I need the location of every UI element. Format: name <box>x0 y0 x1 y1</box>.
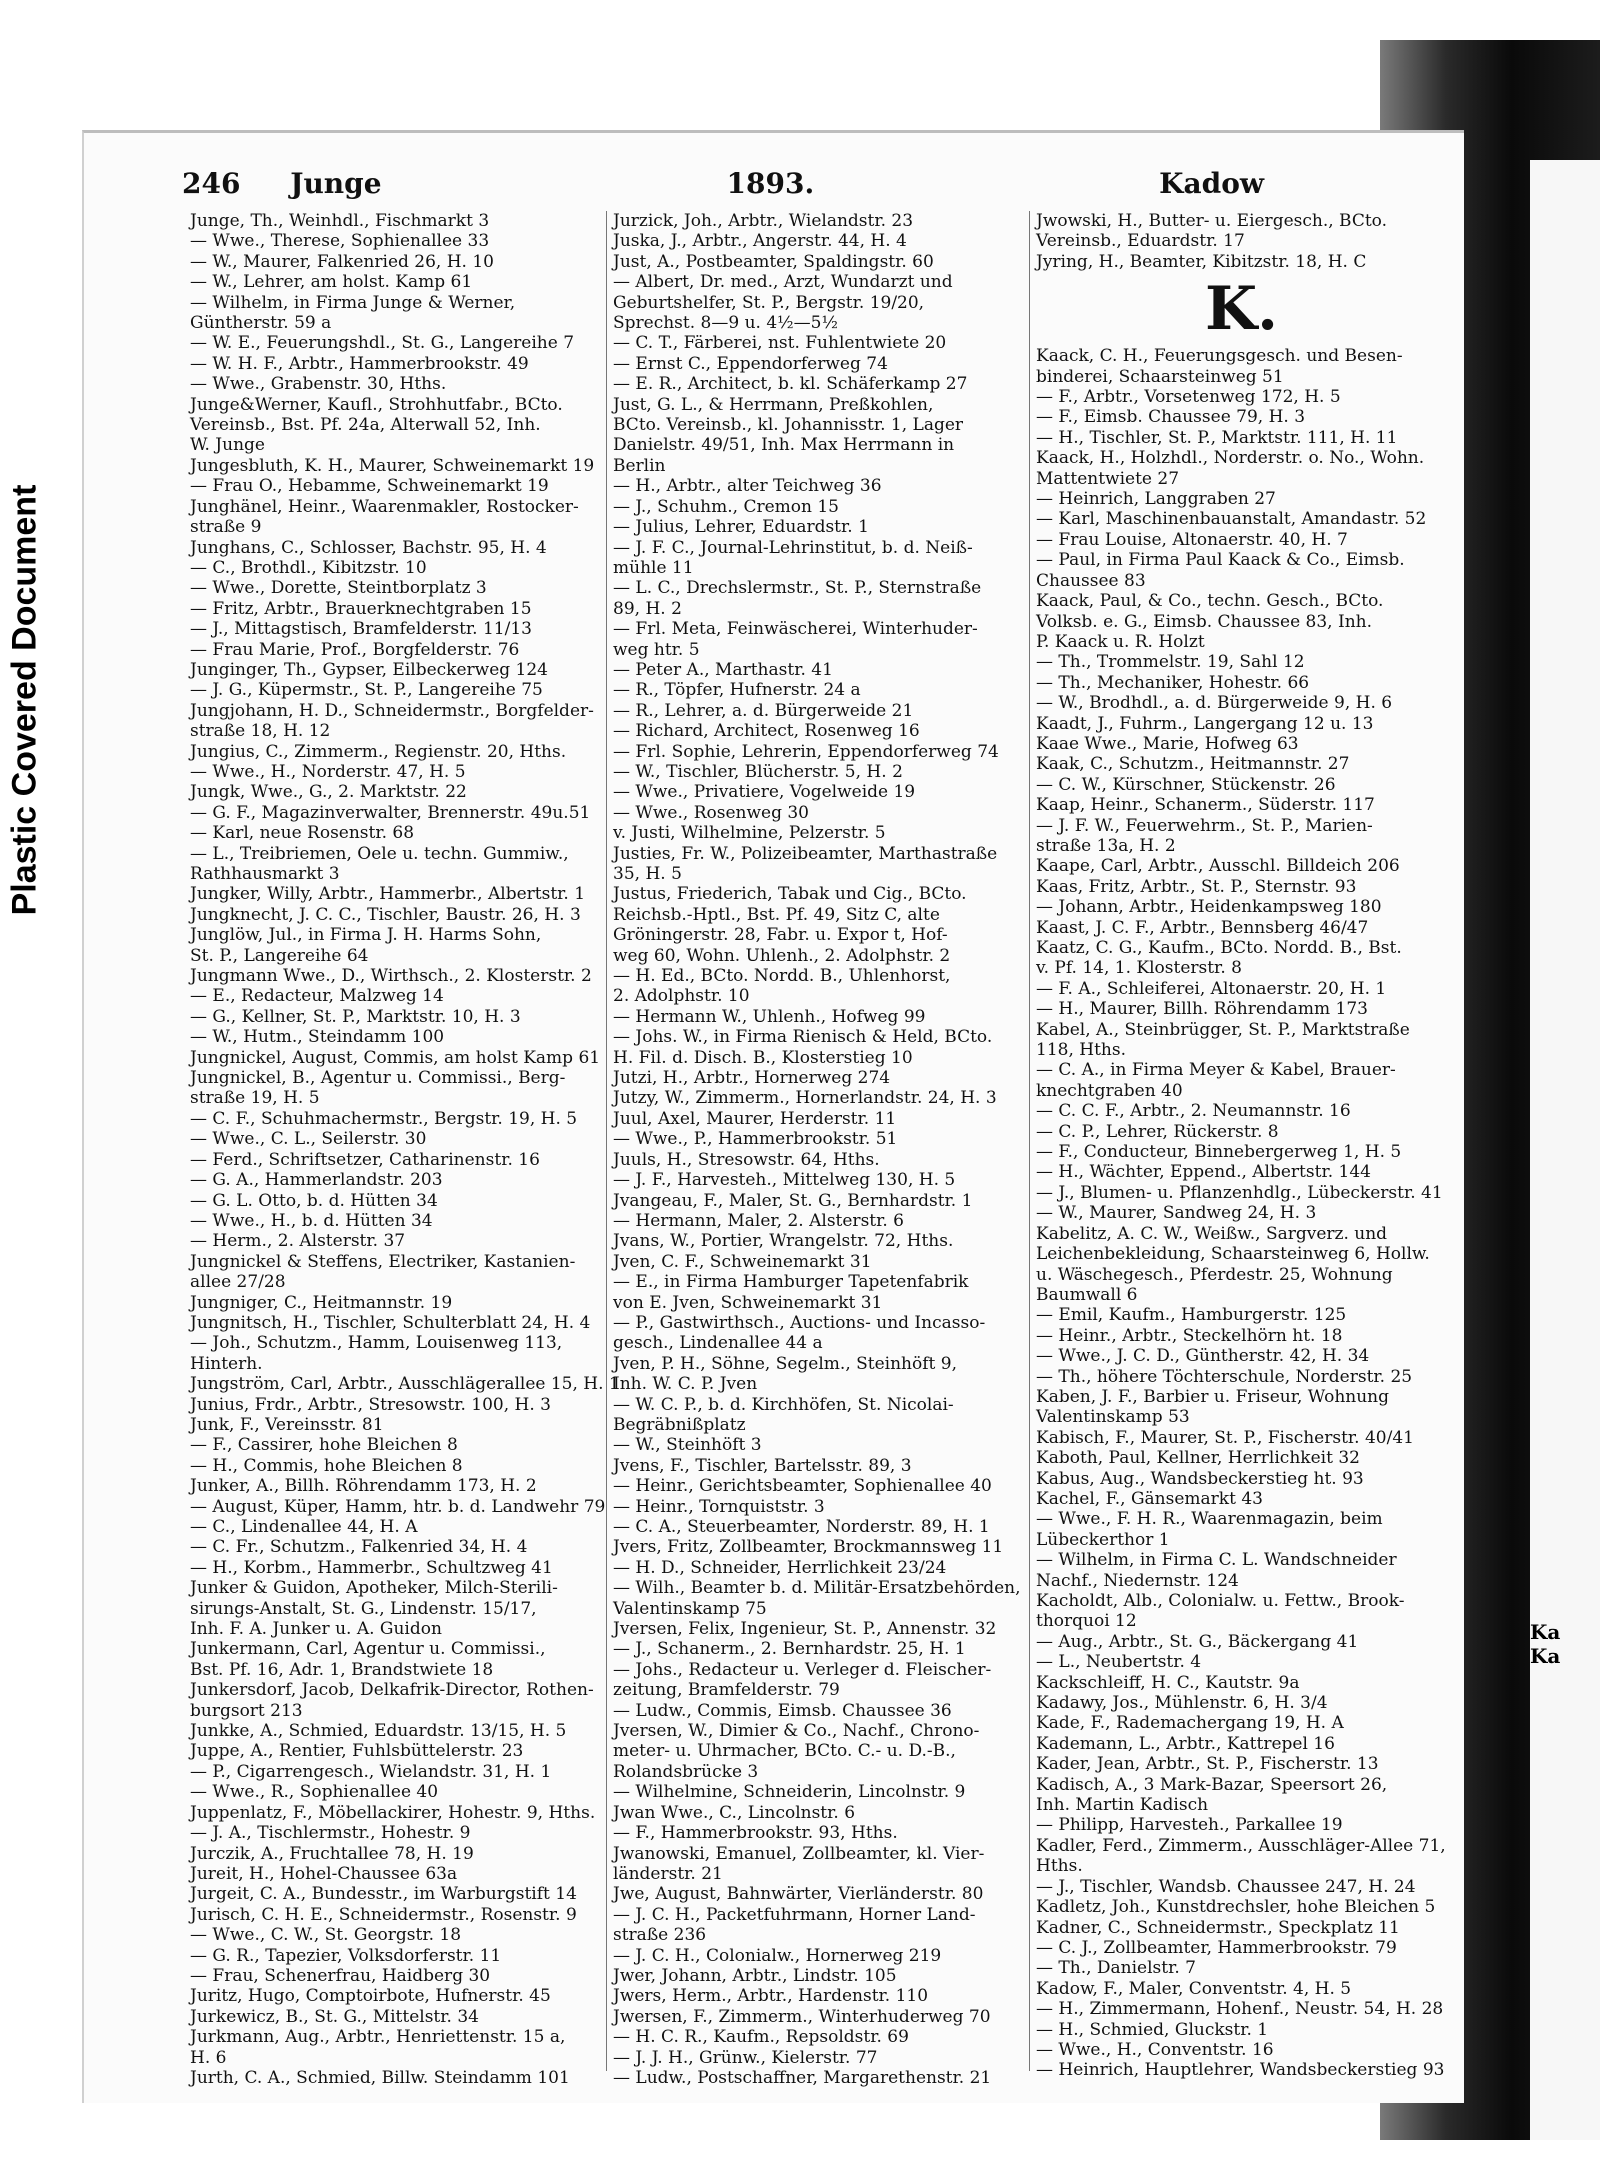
directory-entry-line: — H. Ed., BCto. Nordd. B., Uhlenhorst, <box>613 966 951 987</box>
directory-entry-line: Güntherstr. 59 a <box>190 313 332 334</box>
directory-entry-line: — Ernst C., Eppendorferweg 74 <box>613 353 888 374</box>
directory-entry-line: — J., Mittagstisch, Bramfelderstr. 11/13 <box>190 619 532 640</box>
directory-entry-line: Kabel, A., Steinbrügger, St. P., Marktstraße <box>1036 1019 1410 1040</box>
directory-entry-line: — L., Treibriemen, Oele u. techn. Gummiw., <box>190 843 569 864</box>
directory-entry-line: Jyring, H., Beamter, Kibitzstr. 18, H. C <box>1036 251 1367 272</box>
directory-entry-line: — Paul, in Firma Paul Kaack & Co., Eimsb. <box>1036 550 1405 571</box>
directory-entry-line: Kadler, Ferd., Zimmerm., Ausschläger-Allee 71, <box>1036 1835 1446 1856</box>
directory-entry-line: allee 27/28 <box>190 1272 286 1293</box>
directory-entry-line: Kaas, Fritz, Arbtr., St. P., Sternstr. 93 <box>1036 876 1357 897</box>
column-3 <box>1030 211 1453 2081</box>
directory-entry-line: — J. F., Harvesteh., Mittelweg 130, H. 5 <box>613 1170 956 1191</box>
directory-entry-line: Jvers, Fritz, Zollbeamter, Brockmannsweg 11 <box>613 1537 1004 1558</box>
directory-entry-line: Jureit, H., Hohel-Chaussee 63a <box>190 1863 458 1884</box>
directory-entry-line: Junghänel, Heinr., Waarenmakler, Rostocker- <box>190 496 579 517</box>
directory-entry-line: straße 9 <box>190 517 262 538</box>
directory-entry-line: — H., Tischler, St. P., Marktstr. 111, H. 11 <box>1036 427 1398 448</box>
directory-entry-line: straße 236 <box>613 1925 707 1946</box>
directory-entry-line: mühle 11 <box>613 557 694 578</box>
directory-entry-line: — Heinrich, Langgraben 27 <box>1036 489 1276 510</box>
directory-entry-line: Junkke, A., Schmied, Eduardstr. 13/15, H. 5 <box>190 1721 567 1742</box>
directory-entry-line: W. Junge <box>190 435 265 456</box>
directory-entry-line: Lübeckerthor 1 <box>1036 1529 1170 1550</box>
directory-entry-line: — C., Lindenallee 44, H. A <box>190 1517 418 1537</box>
directory-entry-line: Junginger, Th., Gypser, Eilbeckerweg 124 <box>190 659 548 680</box>
directory-entry-line: — G., Kellner, St. P., Marktstr. 10, H. 3 <box>190 1006 521 1027</box>
running-head <box>104 167 1444 207</box>
directory-entry-line: — Aug., Arbtr., St. G., Bäckergang 41 <box>1036 1631 1359 1652</box>
directory-entry-line: thorquoi 12 <box>1036 1611 1137 1632</box>
directory-entry-line: Jven, C. F., Schweinemarkt 31 <box>613 1251 872 1272</box>
directory-entry-line: — W., Lehrer, am holst. Kamp 61 <box>190 272 473 293</box>
directory-entry-line: — W., Maurer, Sandweg 24, H. 3 <box>1036 1203 1317 1224</box>
directory-entry-line: Kaap, Heinr., Schanerm., Süderstr. 117 <box>1036 795 1375 816</box>
directory-entry-line: — Frau Louise, Altonaerstr. 40, H. 7 <box>1036 529 1348 550</box>
directory-entry-line: — Heinr., Gerichtsbeamter, Sophienallee 40 <box>613 1476 992 1497</box>
directory-entry-line: Jungnickel & Steffens, Electriker, Kastanien- <box>190 1251 576 1272</box>
directory-entry-line: Jungknecht, J. C. C., Tischler, Baustr. 26, H. 3 <box>190 904 581 925</box>
directory-entry-line: — Hermann W., Uhlenh., Hofweg 99 <box>613 1006 926 1027</box>
directory-entry-line: gesch., Lindenallee 44 a <box>613 1333 823 1354</box>
directory-entry-line: — J. F. C., Journal-Lehrinstitut, b. d. Neiß- <box>613 537 973 558</box>
directory-entry-line: — Wilhelm, in Firma C. L. Wandschneider <box>1036 1550 1397 1571</box>
directory-entry-line: — G. L. Otto, b. d. Hütten 34 <box>190 1190 438 1211</box>
directory-entry-line: — W., Tischler, Blücherstr. 5, H. 2 <box>613 761 903 782</box>
directory-entry-line: Junker & Guidon, Apotheker, Milch-Sterili- <box>190 1578 558 1599</box>
directory-entry-line: Rathhausmarkt 3 <box>190 864 340 884</box>
directory-entry-line: Jversen, Felix, Ingenieur, St. P., Annenstr. 32 <box>613 1619 997 1640</box>
directory-entry-line: — W. C. P., b. d. Kirchhöfen, St. Nicolai- <box>613 1394 954 1415</box>
directory-entry-line: Leichenbekleidung, Schaarsteinweg 6, Hollw. <box>1036 1244 1430 1265</box>
directory-entry-line: Kaast, J. C. F., Arbtr., Bennsberg 46/47 <box>1036 917 1369 938</box>
directory-entry-line: — J. F. W., Feuerwehrm., St. P., Marien- <box>1036 815 1373 836</box>
directory-entry-line: Jwersen, F., Zimmerm., Winterhuderweg 70 <box>613 2006 991 2027</box>
directory-entry-line: — C. A., in Firma Meyer & Kabel, Brauer- <box>1036 1060 1396 1081</box>
directory-entry-line: — Johs. W., in Firma Rienisch & Held, BCto. <box>613 1027 993 1048</box>
directory-entry-line: Juritz, Hugo, Comptoirbote, Hufnerstr. 45 <box>190 1986 551 2007</box>
directory-entry-line: — W., Brodhdl., a. d. Bürgerweide 9, H. 6 <box>1036 693 1393 714</box>
directory-entry-line: — H. D., Schneider, Herrlichkeit 23/24 <box>613 1557 947 1578</box>
directory-entry-line: Just, G. L., & Herrmann, Preßkohlen, <box>613 394 934 415</box>
directory-entry-line: Jungnickel, August, Commis, am holst Kamp 61 <box>190 1047 601 1068</box>
directory-entry-line: Kadletz, Joh., Kunstdrechsler, hohe Bleichen 5 <box>1036 1897 1436 1918</box>
directory-entry-line: — Th., Danielstr. 7 <box>1036 1958 1196 1979</box>
directory-entry-line: Jvans, W., Portier, Wrangelstr. 72, Hths. <box>613 1231 954 1252</box>
directory-entry-line: Hths. <box>1036 1856 1083 1877</box>
directory-entry-line: — Karl, Maschinenbauanstalt, Amandastr. 52 <box>1036 509 1427 530</box>
directory-entry-line: Kachel, F., Gänsemarkt 43 <box>1036 1488 1263 1509</box>
directory-entry-line: 35, H. 5 <box>613 864 682 884</box>
directory-entry-line: — J., Schanerm., 2. Bernhardstr. 25, H. 1 <box>613 1639 966 1660</box>
directory-entry-line: — Hermann, Maler, 2. Alsterstr. 6 <box>613 1210 905 1231</box>
directory-entry-line: — E., Redacteur, Malzweg 14 <box>190 986 444 1007</box>
directory-entry-line: — Albert, Dr. med., Arzt, Wundarzt und <box>613 272 953 293</box>
column-1 <box>184 211 620 2088</box>
directory-entry-line: Berlin <box>613 455 666 476</box>
directory-entry-line: — F., Hammerbrookstr. 93, Hths. <box>613 1823 898 1844</box>
directory-entry-line: Kaack, Paul, & Co., techn. Gesch., BCto. <box>1036 591 1384 612</box>
directory-entry-line: Junge, Th., Weinhdl., Fischmarkt 3 <box>190 211 490 231</box>
directory-entry-line: — E. R., Architect, b. kl. Schäferkamp 27 <box>613 374 968 395</box>
directory-entry-line: Just, A., Postbeamter, Spaldingstr. 60 <box>613 251 934 272</box>
directory-entry-line: sirungs-Anstalt, St. G., Lindenstr. 15/17, <box>190 1598 537 1619</box>
directory-entry-line: Jurzick, Joh., Arbtr., Wielandstr. 23 <box>613 211 914 231</box>
directory-entry-line: von E. Jven, Schweinemarkt 31 <box>613 1292 883 1313</box>
page-number: 246 <box>182 167 241 200</box>
directory-entry-line: — H. C. R., Kaufm., Repsoldstr. 69 <box>613 2027 909 2048</box>
directory-entry-line: — H., Korbm., Hammerbr., Schultzweg 41 <box>190 1557 553 1578</box>
directory-entry-line: — Heinrich, Hauptlehrer, Wandsbeckerstieg 93 <box>1036 2060 1445 2081</box>
directory-entry-line: Junk, F., Vereinsstr. 81 <box>190 1414 384 1435</box>
directory-entry-line: — G. R., Tapezier, Volksdorferstr. 11 <box>190 1945 502 1966</box>
directory-entry-line: Kadner, C., Schneidermstr., Speckplatz 11 <box>1036 1917 1400 1938</box>
directory-entry-line: — L., Neubertstr. 4 <box>1036 1652 1202 1673</box>
directory-entry-line: Kaben, J. F., Barbier u. Friseur, Wohnung <box>1036 1386 1390 1407</box>
directory-entry-line: Jurczik, A., Fruchtallee 78, H. 19 <box>190 1843 474 1864</box>
directory-entry-line: — G. A., Hammerlandstr. 203 <box>190 1170 443 1191</box>
directory-entry-line: — H., Wächter, Eppend., Albertstr. 144 <box>1036 1162 1371 1183</box>
directory-entry-line: — R., Töpfer, Hufnerstr. 24 a <box>613 680 861 701</box>
directory-entry-line: — W. E., Feuerungshdl., St. G., Langereihe 7 <box>190 333 575 354</box>
directory-entry-line: Jversen, W., Dimier & Co., Nachf., Chrono- <box>613 1721 980 1742</box>
directory-entry-line: 2. Adolphstr. 10 <box>613 986 750 1007</box>
directory-entry-line: Justies, Fr. W., Polizeibeamter, Marthastraße <box>613 843 998 864</box>
directory-entry-line: Begräbnißplatz <box>613 1414 746 1435</box>
directory-entry-line: Jurkmann, Aug., Arbtr., Henriettenstr. 15 a, <box>190 2027 566 2048</box>
section-letter-k: K. <box>1204 274 1279 345</box>
directory-entry-line: — W., Hutm., Steindamm 100 <box>190 1027 445 1048</box>
directory-entry-line: St. P., Langereihe 64 <box>190 945 369 966</box>
directory-entry-line: länderstr. 21 <box>613 1863 723 1884</box>
directory-entry-line: Jungström, Carl, Arbtr., Ausschlägerallee 15, H. 1 <box>190 1374 620 1395</box>
directory-entry-line: Volksb. e. G., Eimsb. Chaussee 83, Inh. <box>1036 611 1373 632</box>
directory-entry-line: — J. A., Tischlermstr., Hohestr. 9 <box>190 1823 471 1844</box>
directory-entry-line: Jwer, Johann, Arbtr., Lindstr. 105 <box>613 1965 897 1986</box>
directory-entry-line: Danielstr. 49/51, Inh. Max Herrmann in <box>613 435 955 456</box>
directory-entry-line: — Wilhelmine, Schneiderin, Lincolnstr. 9 <box>613 1782 966 1803</box>
directory-entry-line: — Wwe., Therese, Sophienallee 33 <box>190 231 490 252</box>
directory-entry-line: Jutzi, H., Arbtr., Hornerweg 274 <box>613 1068 891 1089</box>
directory-entry-line: Jungnickel, B., Agentur u. Commissi., Berg- <box>190 1068 566 1089</box>
directory-entry-line: Rolandsbrücke 3 <box>613 1761 759 1782</box>
directory-entry-line: Jvens, F., Tischler, Bartelsstr. 89, 3 <box>613 1455 912 1476</box>
directory-entry-line: — Wwe., C. L., Seilerstr. 30 <box>190 1129 427 1150</box>
directory-entry-line: Vereinsb., Eduardstr. 17 <box>1036 231 1245 252</box>
directory-entry-line: Juska, J., Arbtr., Angerstr. 44, H. 4 <box>613 231 907 252</box>
directory-entry-line: Kader, Jean, Arbtr., St. P., Fischerstr. 13 <box>1036 1754 1379 1775</box>
directory-entry-line: weg 60, Wohn. Uhlenh., 2. Adolphstr. 2 <box>613 945 951 966</box>
directory-entry-line: — Johs., Redacteur u. Verleger d. Fleischer- <box>613 1659 992 1680</box>
directory-entry-line: Junglöw, Jul., in Firma J. H. Harms Sohn, <box>190 925 542 946</box>
directory-entry-line: BCto. Vereinsb., kl. Johannisstr. 1, Lager <box>613 415 964 436</box>
directory-entry-line: Jwe, August, Bahnwärter, Vierländerstr. 80 <box>613 1884 984 1905</box>
directory-entry-line: — C. F., Schuhmachermstr., Bergstr. 19, H. 5 <box>190 1108 578 1129</box>
directory-entry-line: binderei, Schaarsteinweg 51 <box>1036 366 1284 387</box>
directory-entry-line: Jungesbluth, K. H., Maurer, Schweinemarkt 19 <box>190 455 595 476</box>
directory-entry-line: Kademann, L., Arbtr., Kattrepel 16 <box>1036 1733 1335 1754</box>
directory-entry-line: Hinterh. <box>190 1353 263 1374</box>
head-left-word: Junge <box>290 167 382 200</box>
directory-entry-line: — Frl. Meta, Feinwäscherei, Winterhuder- <box>613 619 978 640</box>
directory-entry-line: Kabelitz, A. C. W., Weißw., Sargverz. und <box>1036 1223 1388 1244</box>
directory-entry-line: — R., Lehrer, a. d. Bürgerweide 21 <box>613 700 914 721</box>
directory-entry-line: Jungker, Willy, Arbtr., Hammerbr., Albertstr. 1 <box>190 884 586 905</box>
directory-entry-line: Juul, Axel, Maurer, Herderstr. 11 <box>613 1108 897 1129</box>
directory-entry-line: — Wwe., J. C. D., Güntherstr. 42, H. 34 <box>1036 1346 1370 1367</box>
directory-entry-line: Kaboth, Paul, Kellner, Herrlichkeit 32 <box>1036 1448 1360 1469</box>
directory-entry-line: — Th., Trommelstr. 19, Sahl 12 <box>1036 652 1305 673</box>
directory-entry-line: Valentinskamp 75 <box>613 1598 767 1619</box>
directory-entry-line: — Wwe., Privatiere, Vogelweide 19 <box>613 782 916 803</box>
directory-entry-line: — C. J., Zollbeamter, Hammerbrookstr. 79 <box>1036 1937 1397 1958</box>
directory-entry-line: Jwan Wwe., C., Lincolnstr. 6 <box>613 1802 856 1823</box>
next-page-edge-text: Ka Ka <box>1530 1620 1561 1668</box>
directory-entry-line: — W., Steinhöft 3 <box>613 1435 762 1456</box>
directory-entry-line: — Frl. Sophie, Lehrerin, Eppendorferweg 74 <box>613 741 999 762</box>
directory-entry-line: — C. Fr., Schutzm., Falkenried 34, H. 4 <box>190 1537 528 1558</box>
directory-entry-line: — C. W., Kürschner, Stückenstr. 26 <box>1036 774 1336 795</box>
column-2 <box>607 211 1030 2088</box>
directory-entry-line: — H., Schmied, Gluckstr. 1 <box>1036 2019 1269 2040</box>
directory-entry-line: Inh. W. C. P. Jven <box>613 1374 758 1395</box>
directory-entry-line: knechtgraben 40 <box>1036 1080 1183 1101</box>
directory-entry-line: — J., Blumen- u. Pflanzenhdlg., Lübeckerstr. 41 <box>1036 1182 1443 1203</box>
directory-entry-line: — J. J. H., Grünw., Kielerstr. 77 <box>613 2047 878 2068</box>
directory-entry-line: straße 18, H. 12 <box>190 721 331 742</box>
directory-entry-line: zeitung, Bramfelderstr. 79 <box>613 1680 840 1701</box>
directory-entry-line: — C. P., Lehrer, Rückerstr. 8 <box>1036 1121 1279 1142</box>
directory-entry-line: Junker, A., Billh. Röhrendamm 173, H. 2 <box>190 1476 537 1497</box>
directory-entry-line: Kadisch, A., 3 Mark-Bazar, Speersort 26, <box>1036 1774 1388 1795</box>
directory-entry-line: — Emil, Kaufm., Hamburgerstr. 125 <box>1036 1305 1347 1326</box>
directory-entry-line: Junkermann, Carl, Agentur u. Commissi., <box>190 1639 546 1660</box>
directory-entry-line: Chaussee 83 <box>1036 570 1146 591</box>
directory-entry-line: Junius, Frdr., Arbtr., Stresowstr. 100, H. 3 <box>190 1394 551 1415</box>
directory-entry-line: Inh. Martin Kadisch <box>1036 1795 1209 1816</box>
directory-entry-line: — Richard, Architect, Rosenweg 16 <box>613 721 920 742</box>
directory-entry-line: Jungnitsch, H., Tischler, Schulterblatt 24, H. 4 <box>190 1312 591 1333</box>
directory-entry-line: H. 6 <box>190 2047 227 2068</box>
directory-entry-line: — W., Maurer, Falkenried 26, H. 10 <box>190 251 494 272</box>
directory-entry-line: — Th., höhere Töchterschule, Norderstr. 25 <box>1036 1366 1413 1387</box>
directory-entry-line: — J., Schuhm., Cremon 15 <box>613 496 839 517</box>
directory-entry-line: v. Justi, Wilhelmine, Pelzerstr. 5 <box>613 823 886 844</box>
head-right-word: Kadow <box>1159 167 1264 200</box>
directory-entry-line: — J. C. H., Colonialw., Hornerweg 219 <box>613 1945 942 1966</box>
directory-entry-line: Jungmann Wwe., D., Wirthsch., 2. Klosterstr. 2 <box>190 966 592 987</box>
directory-entry-line: Jwowski, H., Butter- u. Eiergesch., BCto. <box>1036 211 1388 231</box>
directory-entry-line: — C. A., Steuerbeamter, Norderstr. 89, H. 1 <box>613 1517 990 1537</box>
directory-entry-line: — Wwe., R., Sophienallee 40 <box>190 1782 439 1803</box>
next-page-edge <box>1530 160 1600 2140</box>
directory-entry-line: — F. A., Schleiferei, Altonaerstr. 20, H. 1 <box>1036 978 1387 999</box>
directory-page <box>82 130 1464 2103</box>
directory-entry-line: — Wwe., H., Norderstr. 47, H. 5 <box>190 761 466 782</box>
directory-entry-line: — F., Cassirer, hohe Bleichen 8 <box>190 1435 458 1456</box>
directory-entry-line: Jven, P. H., Söhne, Segelm., Steinhöft 9, <box>613 1353 957 1374</box>
directory-entry-line: Kaae Wwe., Marie, Hofweg 63 <box>1036 733 1299 754</box>
side-label-panel <box>0 0 50 2177</box>
directory-entry-line: straße 19, H. 5 <box>190 1088 320 1109</box>
directory-entry-line: Jurth, C. A., Schmied, Billw. Steindamm 101 <box>190 2067 570 2088</box>
directory-entry-line: — Heinr., Tornquiststr. 3 <box>613 1496 825 1517</box>
directory-entry-line: Geburtshelfer, St. P., Bergstr. 19/20, <box>613 292 925 313</box>
directory-entry-line: Kackschleiff, H. C., Kautstr. 9a <box>1036 1672 1300 1693</box>
directory-entry-line: Inh. F. A. Junker u. A. Guidon <box>190 1619 442 1640</box>
directory-entry-line: Junghans, C., Schlosser, Bachstr. 95, H. 4 <box>190 537 547 558</box>
directory-entry-line: u. Wäschegesch., Pferdestr. 25, Wohnung <box>1036 1264 1393 1285</box>
directory-entry-line: Jwanowski, Emanuel, Zollbeamter, kl. Vier- <box>613 1843 985 1864</box>
directory-entry-line: straße 13a, H. 2 <box>1036 835 1176 856</box>
directory-entry-line: — C. T., Färberei, nst. Fuhlentwiete 20 <box>613 333 947 354</box>
directory-entry-line: Kaape, Carl, Arbtr., Ausschl. Billdeich 206 <box>1036 856 1400 877</box>
directory-entry-line: H. Fil. d. Disch. B., Klosterstieg 10 <box>613 1047 913 1068</box>
directory-entry-line: Nachf., Niedernstr. 124 <box>1036 1570 1239 1591</box>
directory-entry-line: Vereinsb., Bst. Pf. 24a, Alterwall 52, Inh. <box>190 415 541 436</box>
directory-entry-line: Jutzy, W., Zimmerm., Hornerlandstr. 24, H. 3 <box>613 1088 997 1109</box>
directory-entry-line: Sprechst. 8—9 u. 4½—5½ <box>613 313 838 334</box>
directory-entry-line: — Heinr., Arbtr., Steckelhörn ht. 18 <box>1036 1325 1343 1346</box>
directory-entry-line: Kaack, H., Holzhdl., Norderstr. o. No., Wohn. <box>1036 448 1425 469</box>
directory-entry-line: Justus, Friederich, Tabak und Cig., BCto. <box>613 884 967 905</box>
directory-entry-line: — Karl, neue Rosenstr. 68 <box>190 823 415 844</box>
directory-entry-line: v. Pf. 14, 1. Klosterstr. 8 <box>1036 958 1242 979</box>
directory-entry-line: — Fritz, Arbtr., Brauerknechtgraben 15 <box>190 598 532 619</box>
directory-entry-line: 118, Hths. <box>1036 1040 1126 1061</box>
directory-entry-line: — W. H. F., Arbtr., Hammerbrookstr. 49 <box>190 353 529 374</box>
directory-entry-line: — Johann, Arbtr., Heidenkampsweg 180 <box>1036 897 1382 918</box>
directory-entry-line: — Wwe., P., Hammerbrookstr. 51 <box>613 1129 898 1150</box>
directory-entry-line: — Ludw., Postschaffner, Margarethenstr. 21 <box>613 2067 992 2088</box>
directory-entry-line: — Wwe., Grabenstr. 30, Hths. <box>190 374 447 395</box>
directory-entry-line: — C. C. F., Arbtr., 2. Neumannstr. 16 <box>1036 1101 1351 1122</box>
directory-entry-line: P. Kaack u. R. Holzt <box>1036 631 1205 652</box>
directory-entry-line: Jungjohann, H. D., Schneidermstr., Borgfelder- <box>190 700 594 721</box>
directory-entry-line: Juuls, H., Stresowstr. 64, Hths. <box>613 1149 880 1170</box>
directory-entry-line: meter- u. Uhrmacher, BCto. C.- u. D.-B., <box>613 1741 956 1762</box>
directory-entry-line: — J., Tischler, Wandsb. Chaussee 247, H. 24 <box>1036 1876 1416 1897</box>
directory-entry-line: — Wwe., F. H. R., Waarenmagazin, beim <box>1036 1509 1383 1530</box>
directory-entry-line: Juppenlatz, F., Möbellackirer, Hohestr. 9, Hths. <box>190 1802 596 1823</box>
directory-entry-line: Kabisch, F., Maurer, St. P., Fischerstr. 40/41 <box>1036 1427 1414 1448</box>
directory-entry-line: — H., Maurer, Billh. Röhrendamm 173 <box>1036 999 1368 1020</box>
directory-entry-line: Bst. Pf. 16, Adr. 1, Brandstwiete 18 <box>190 1659 494 1680</box>
directory-entry-line: 89, H. 2 <box>613 598 682 619</box>
directory-entry-line: — H., Commis, hohe Bleichen 8 <box>190 1455 463 1476</box>
directory-entry-line: Jungniger, C., Heitmannstr. 19 <box>190 1292 453 1313</box>
directory-entry-line: — Wwe., H., b. d. Hütten 34 <box>190 1210 433 1231</box>
directory-entry-line: — Frau, Schenerfrau, Haidberg 30 <box>190 1965 491 1986</box>
directory-entry-line: — Peter A., Marthastr. 41 <box>613 659 833 680</box>
directory-entry-line: — Wwe., C. W., St. Georgstr. 18 <box>190 1925 462 1946</box>
directory-entry-line: — Th., Mechaniker, Hohestr. 66 <box>1036 672 1310 693</box>
directory-entry-line: Jwers, Herm., Arbtr., Hardenstr. 110 <box>613 1986 929 2007</box>
directory-entry-line: Juppe, A., Rentier, Fuhlsbüttelerstr. 23 <box>190 1741 524 1762</box>
directory-entry-line: — H., Arbtr., alter Teichweg 36 <box>613 476 882 497</box>
directory-entry-line: — G. F., Magazinverwalter, Brennerstr. 49u.51 <box>190 802 591 823</box>
entry-columns <box>184 211 1454 2088</box>
directory-entry-line: Reichsb.-Hptl., Bst. Pf. 49, Sitz C, alte <box>613 904 940 925</box>
directory-entry-line: Jungk, Wwe., G., 2. Marktstr. 22 <box>190 782 467 803</box>
directory-entry-line: Kadow, F., Maler, Conventstr. 4, H. 5 <box>1036 1978 1352 1999</box>
directory-entry-line: — F., Conducteur, Binnebergerweg 1, H. 5 <box>1036 1142 1402 1163</box>
directory-entry-line: — Wwe., Dorette, Steintborplatz 3 <box>190 578 487 599</box>
directory-entry-line: Kaak, C., Schutzm., Heitmannstr. 27 <box>1036 754 1350 775</box>
directory-entry-line: — Ludw., Commis, Eimsb. Chaussee 36 <box>613 1700 952 1721</box>
directory-entry-line: — Julius, Lehrer, Eduardstr. 1 <box>613 517 869 538</box>
directory-entry-line: — Wilhelm, in Firma Junge & Werner, <box>190 292 516 313</box>
directory-entry-line: — H., Zimmermann, Hohenf., Neustr. 54, H. 28 <box>1036 1999 1444 2020</box>
directory-entry-line: — Ferd., Schriftsetzer, Catharinenstr. 16 <box>190 1149 540 1170</box>
directory-entry-line: — Herm., 2. Alsterstr. 37 <box>190 1231 406 1252</box>
directory-entry-line: Kaadt, J., Fuhrm., Langergang 12 u. 13 <box>1036 713 1374 734</box>
directory-entry-line: — C., Brothdl., Kibitzstr. 10 <box>190 557 427 578</box>
directory-entry-line: — P., Gastwirthsch., Auctions- und Incasso- <box>613 1312 986 1333</box>
directory-entry-line: — Frau O., Hebamme, Schweinemarkt 19 <box>190 476 549 497</box>
directory-entry-line: — P., Cigarrengesch., Wielandstr. 31, H. 1 <box>190 1761 552 1782</box>
directory-entry-line: Gröningerstr. 28, Fabr. u. Expor t, Hof- <box>613 925 948 946</box>
head-year: 1893. <box>726 167 815 200</box>
directory-entry-line: Jurkewicz, B., St. G., Mittelstr. 34 <box>190 2006 479 2027</box>
directory-entry-line: — Frau Marie, Prof., Borgfelderstr. 76 <box>190 639 520 660</box>
directory-entry-line: Kade, F., Rademachergang 19, H. A <box>1036 1713 1344 1734</box>
directory-entry-line: Kacholdt, Alb., Colonialw. u. Fettw., Brook- <box>1036 1591 1405 1611</box>
directory-entry-line: Junge&Werner, Kaufl., Strohhutfabr., BCto. <box>190 394 563 415</box>
directory-entry-line: Kadawy, Jos., Mühlenstr. 6, H. 3/4 <box>1036 1693 1328 1714</box>
directory-entry-line: Baumwall 6 <box>1036 1284 1138 1305</box>
directory-entry-line: Jvangeau, F., Maler, St. G., Bernhardstr. 1 <box>613 1190 973 1211</box>
directory-entry-line: — Wwe., H., Conventstr. 16 <box>1036 2039 1274 2060</box>
directory-entry-line: Jurisch, C. H. E., Schneidermstr., Rosenstr. 9 <box>190 1904 577 1925</box>
side-label: Plastic Covered Document <box>5 484 44 916</box>
directory-entry-line: — J. C. H., Packetfuhrmann, Horner Land- <box>613 1904 976 1925</box>
directory-entry-line: — L. C., Drechslermstr., St. P., Sternstraße <box>613 578 982 599</box>
directory-entry-line: burgsort 213 <box>190 1700 303 1721</box>
directory-entry-line: — J. G., Küpermstr., St. P., Langereihe 75 <box>190 680 543 701</box>
directory-entry-line: — Joh., Schutzm., Hamm, Louisenweg 113, <box>190 1333 563 1354</box>
directory-entry-line: Jurgeit, C. A., Bundesstr., im Warburgstift 14 <box>190 1884 577 1905</box>
directory-entry-line: Kabus, Aug., Wandsbeckerstieg ht. 93 <box>1036 1468 1364 1489</box>
directory-entry-line: Kaatz, C. G., Kaufm., BCto. Nordd. B., Bst. <box>1036 938 1402 958</box>
directory-entry-line: Junkersdorf, Jacob, Delkafrik-Director, Rothen- <box>190 1680 594 1701</box>
directory-entry-line: Mattentwiete 27 <box>1036 468 1180 489</box>
directory-entry-line: — F., Eimsb. Chaussee 79, H. 3 <box>1036 407 1306 428</box>
directory-entry-line: weg htr. 5 <box>613 639 700 660</box>
directory-entry-line: Jungius, C., Zimmerm., Regienstr. 20, Hths. <box>190 741 567 762</box>
directory-entry-line: Valentinskamp 53 <box>1036 1407 1190 1428</box>
directory-entry-line: — F., Arbtr., Vorsetenweg 172, H. 5 <box>1036 387 1341 408</box>
directory-entry-line: — Wilh., Beamter b. d. Militär-Ersatzbehörden, <box>613 1578 1021 1599</box>
directory-entry-line: — August, Küper, Hamm, htr. b. d. Landwehr 79 <box>190 1496 606 1517</box>
directory-entry-line: Kaack, C. H., Feuerungsgesch. und Besen- <box>1036 346 1403 367</box>
directory-entry-line: — Wwe., Rosenweg 30 <box>613 802 809 823</box>
directory-entry-line: — Philipp, Harvesteh., Parkallee 19 <box>1036 1815 1343 1836</box>
directory-entry-line: — E., in Firma Hamburger Tapetenfabrik <box>613 1272 969 1293</box>
